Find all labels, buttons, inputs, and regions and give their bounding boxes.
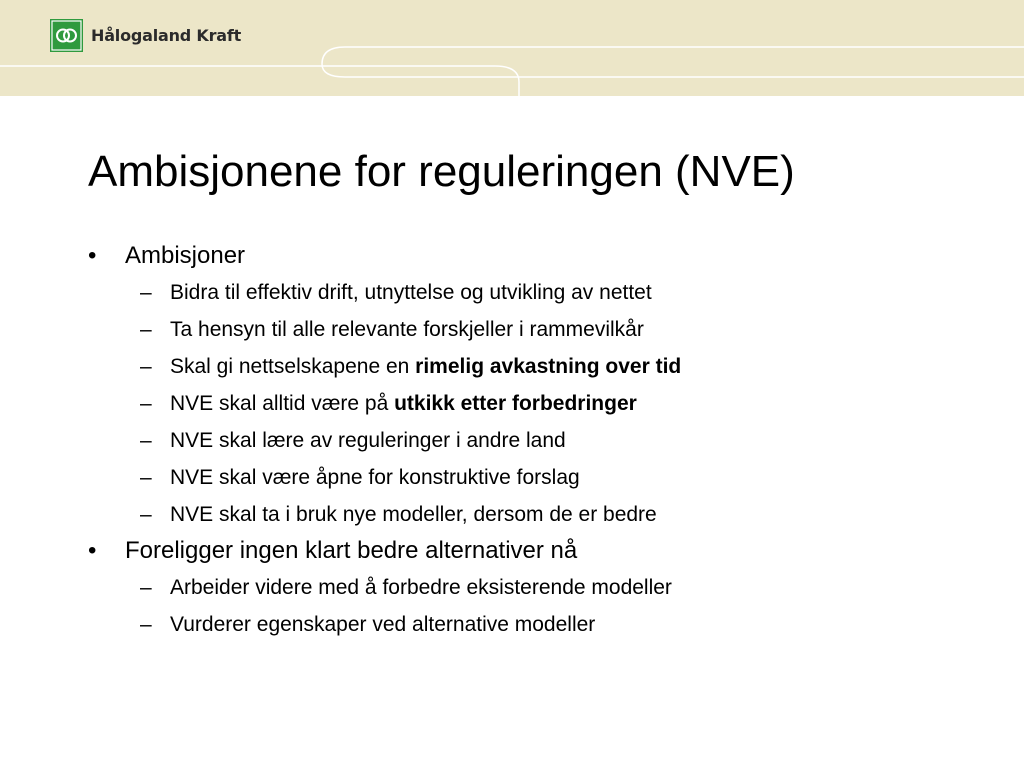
sub-bullet-item bbox=[88, 569, 988, 606]
sub-bullet-item bbox=[88, 348, 988, 385]
bullet-dot-icon: • bbox=[88, 537, 97, 564]
sub-bullet-text: NVE skal lære av reguleringer i andre land bbox=[170, 429, 566, 452]
sub-bullet-item bbox=[88, 496, 988, 533]
sub-bullet-text: Ta hensyn til alle relevante forskjeller i rammevilkår bbox=[170, 318, 644, 341]
sub-bullet-item bbox=[88, 385, 988, 422]
dash-icon: – bbox=[140, 355, 152, 378]
sub-bullet-text: Bidra til effektiv drift, utnyttelse og utvikling av nettet bbox=[170, 281, 652, 304]
sub-bullet-text: Arbeider videre med å forbedre eksisterende modeller bbox=[170, 576, 672, 599]
sub-bullet-emphasis: utkikk etter forbedringer bbox=[394, 392, 637, 415]
dash-icon: – bbox=[140, 613, 152, 636]
slide-title: Ambisjonene for reguleringen (NVE) bbox=[88, 147, 795, 196]
halogaland-logo-icon bbox=[50, 19, 83, 52]
bullet-dot-icon: • bbox=[88, 242, 97, 269]
bullet-text: Foreligger ingen klart bedre alternativer nå bbox=[125, 537, 578, 564]
dash-icon: – bbox=[140, 429, 152, 452]
dash-icon: – bbox=[140, 466, 152, 489]
sub-bullet-text: NVE skal ta i bruk nye modeller, dersom de er bedre bbox=[170, 503, 657, 526]
bullet-item bbox=[88, 533, 988, 569]
dash-icon: – bbox=[140, 318, 152, 341]
company-logo bbox=[50, 19, 241, 52]
bullet-item bbox=[88, 238, 988, 274]
dash-icon: – bbox=[140, 392, 152, 415]
dash-icon: – bbox=[140, 281, 152, 304]
dash-icon: – bbox=[140, 503, 152, 526]
sub-bullet-item bbox=[88, 606, 988, 643]
sub-bullet-text: NVE skal alltid være på bbox=[170, 392, 395, 415]
bullet-text: Ambisjoner bbox=[125, 242, 246, 269]
dash-icon: – bbox=[140, 576, 152, 599]
company-name: Hålogaland Kraft bbox=[91, 26, 242, 45]
sub-bullet-item bbox=[88, 311, 988, 348]
sub-bullet-item bbox=[88, 422, 988, 459]
sub-bullet-item bbox=[88, 274, 988, 311]
sub-bullet-text: Vurderer egenskaper ved alternative modeller bbox=[170, 613, 596, 636]
sub-bullet-emphasis: rimelig avkastning over tid bbox=[415, 355, 682, 378]
sub-bullet-item bbox=[88, 459, 988, 496]
sub-bullet-text: Skal gi nettselskapene en bbox=[170, 355, 416, 378]
bullet-list bbox=[88, 238, 988, 643]
sub-bullet-text: NVE skal være åpne for konstruktive forslag bbox=[170, 466, 580, 489]
